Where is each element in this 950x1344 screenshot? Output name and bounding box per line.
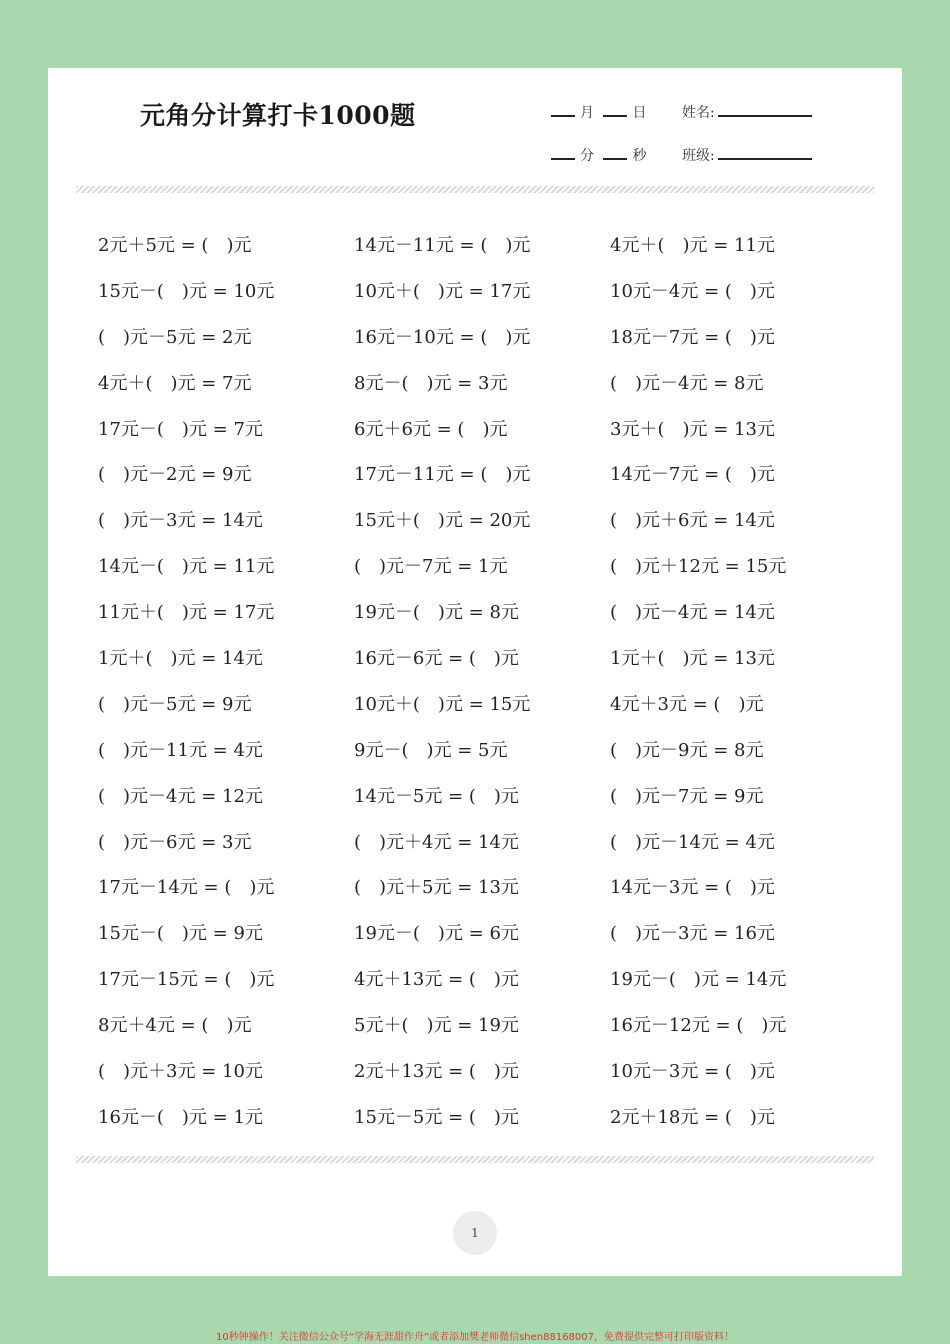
problem-item: ( )元－5元 = 9元 (98, 693, 252, 715)
problem-item: 17元－15元 = ( )元 (98, 969, 275, 991)
problem-item: ( )元＋12元 = 15元 (610, 556, 787, 578)
problem-item: 17元－14元 = ( )元 (98, 877, 275, 899)
footer-notice: 10秒钟操作！关注微信公众号“学海无涯甜作舟”或者添加樊老师微信shen88168007，免费提供完整可打印版资料！ (215, 1332, 735, 1343)
problem-item: ( )元－7元 = 1元 (354, 556, 508, 578)
second-label: 秒 (632, 148, 647, 164)
name-blank[interactable] (718, 115, 812, 117)
problem-item: 9元－( )元 = 5元 (354, 739, 508, 761)
problem-item: 19元－( )元 = 14元 (610, 969, 787, 991)
problem-item: ( )元－2元 = 9元 (98, 464, 252, 486)
day-blank[interactable] (603, 115, 627, 117)
problem-item: ( )元＋6元 = 14元 (610, 510, 775, 532)
date-fields (548, 102, 648, 122)
problem-item: 17元－( )元 = 7元 (98, 418, 263, 440)
problem-item: 15元－( )元 = 9元 (98, 923, 263, 945)
problem-item: 18元－7元 = ( )元 (610, 326, 775, 348)
problem-item: ( )元－9元 = 8元 (610, 739, 764, 761)
problem-item: ( )元－4元 = 8元 (610, 372, 764, 394)
problem-item: ( )元－3元 = 14元 (98, 510, 263, 532)
problem-item: 2元＋13元 = ( )元 (354, 1061, 519, 1083)
problem-item: ( )元＋4元 = 14元 (354, 831, 519, 853)
second-blank[interactable] (603, 158, 627, 160)
problem-item: 3元＋( )元 = 13元 (610, 418, 775, 440)
problem-item: 15元－( )元 = 10元 (98, 280, 275, 302)
problem-item: 14元－5元 = ( )元 (354, 785, 519, 807)
problem-item: 1元＋( )元 = 14元 (98, 648, 263, 670)
problem-item: 4元＋13元 = ( )元 (354, 969, 519, 991)
class-blank[interactable] (718, 158, 812, 160)
class-field (682, 145, 815, 165)
problem-item: 2元＋5元 = ( )元 (98, 235, 252, 256)
problem-item: 11元＋( )元 = 17元 (98, 602, 275, 624)
page-number: 1 (453, 1211, 497, 1255)
problem-item: 8元－( )元 = 3元 (354, 372, 508, 394)
class-label: 班级: (682, 148, 715, 164)
problem-item: 4元＋( )元 = 11元 (610, 235, 775, 256)
day-label: 日 (632, 105, 647, 121)
problem-item: 19元－( )元 = 6元 (354, 923, 519, 945)
problem-item: ( )元＋3元 = 10元 (98, 1061, 263, 1083)
problem-item: 6元＋6元 = ( )元 (354, 418, 508, 440)
problem-item: 1元＋( )元 = 13元 (610, 648, 775, 670)
problem-item: ( )元－6元 = 3元 (98, 831, 252, 853)
month-label: 月 (580, 105, 594, 121)
problem-item: ( )元－4元 = 12元 (98, 785, 263, 807)
name-label: 姓名: (682, 105, 715, 121)
problem-item: 4元＋3元 = ( )元 (610, 693, 764, 715)
time-fields (548, 145, 648, 165)
problem-item: 16元－12元 = ( )元 (610, 1015, 787, 1037)
page-title: 元角分计算打卡1000题 (140, 101, 416, 130)
bottom-divider (76, 1156, 874, 1163)
problem-item: ( )元－3元 = 16元 (610, 923, 775, 945)
problem-grid (98, 228, 868, 1146)
problem-item: ( )元－4元 = 14元 (610, 602, 775, 624)
problem-item: 17元－11元 = ( )元 (354, 464, 531, 486)
problem-item: 14元－11元 = ( )元 (354, 235, 531, 256)
problem-item: 10元＋( )元 = 17元 (354, 280, 531, 302)
name-field (682, 102, 815, 122)
minute-label: 分 (580, 148, 594, 164)
problem-item: 4元＋( )元 = 7元 (98, 372, 252, 394)
problem-item: 16元－( )元 = 1元 (98, 1106, 263, 1128)
problem-item: 10元＋( )元 = 15元 (354, 693, 531, 715)
problem-item: 8元＋4元 = ( )元 (98, 1015, 252, 1037)
problem-item: ( )元＋5元 = 13元 (354, 877, 519, 899)
month-blank[interactable] (551, 115, 575, 117)
problem-item: 19元－( )元 = 8元 (354, 602, 519, 624)
problem-item: 10元－4元 = ( )元 (610, 280, 775, 302)
problem-item: 14元－( )元 = 11元 (98, 556, 275, 578)
problem-item: ( )元－14元 = 4元 (610, 831, 775, 853)
minute-blank[interactable] (551, 158, 575, 160)
problem-item: 16元－6元 = ( )元 (354, 648, 519, 670)
problem-item: ( )元－5元 = 2元 (98, 326, 252, 348)
worksheet-page (48, 68, 902, 1276)
problem-item: ( )元－7元 = 9元 (610, 785, 764, 807)
problem-item: 10元－3元 = ( )元 (610, 1061, 775, 1083)
problem-item: 15元＋( )元 = 20元 (354, 510, 531, 532)
problem-item: 16元－10元 = ( )元 (354, 326, 531, 348)
problem-item: 2元＋18元 = ( )元 (610, 1106, 775, 1128)
problem-item: 14元－3元 = ( )元 (610, 877, 775, 899)
problem-item: 14元－7元 = ( )元 (610, 464, 775, 486)
problem-item: 15元－5元 = ( )元 (354, 1106, 519, 1128)
problem-item: 5元＋( )元 = 19元 (354, 1015, 519, 1037)
problem-item: ( )元－11元 = 4元 (98, 739, 263, 761)
top-divider (76, 186, 874, 193)
